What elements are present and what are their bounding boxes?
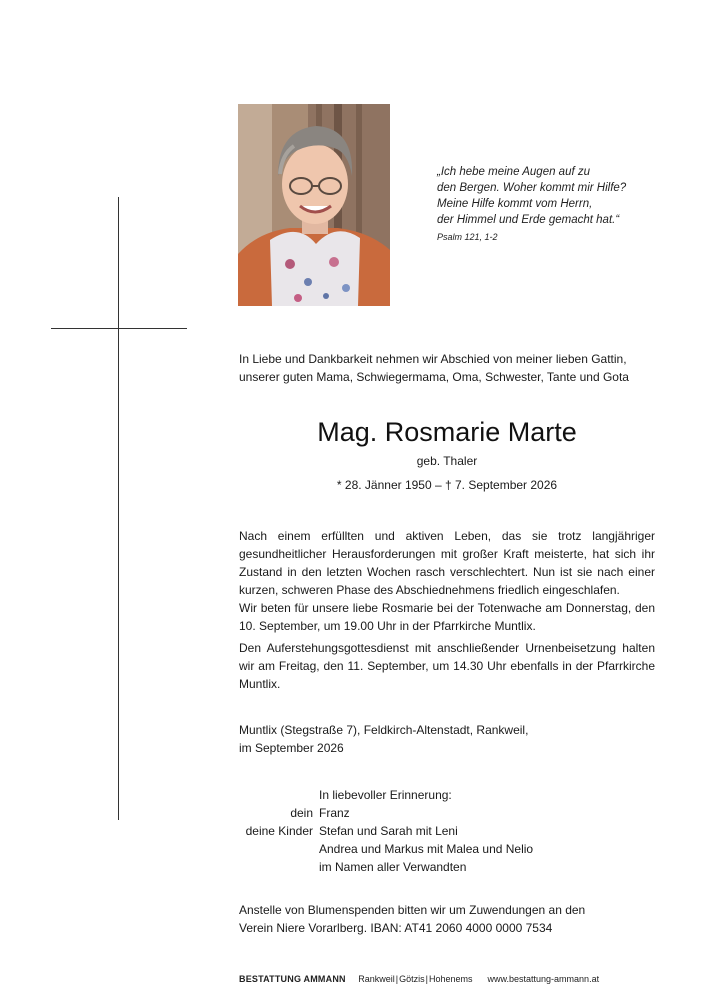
donation-line: Verein Niere Vorarlberg. IBAN: AT41 2060 4000 0000 7534 xyxy=(239,921,553,935)
donation-notice xyxy=(239,901,655,937)
date-line: im September 2026 xyxy=(239,741,344,755)
cross-horizontal-line xyxy=(51,328,187,329)
footer xyxy=(239,973,599,985)
life-dates: * 28. Jänner 1950 – † 7. September 2026 xyxy=(336,478,558,492)
mourner-row xyxy=(239,840,533,858)
mourner-row xyxy=(239,822,533,840)
quote-reference: Psalm 121, 1-2 xyxy=(437,232,498,242)
mourners-list xyxy=(239,786,533,876)
mourner-relation xyxy=(239,858,319,876)
intro-text xyxy=(239,350,659,386)
footer-location: Hohenems xyxy=(428,974,473,984)
mourners-heading: In liebevoller Erinnerung: xyxy=(319,788,452,802)
footer-location: Götzis xyxy=(399,974,425,984)
donation-line: Anstelle von Blumenspenden bitten wir um Zuwendungen an den xyxy=(239,903,586,917)
place-and-date xyxy=(239,721,655,757)
deceased-name: Mag. Rosmarie Marte xyxy=(317,417,577,447)
cross-vertical-line xyxy=(118,197,119,820)
quote-line: der Himmel und Erde gemacht hat.“ xyxy=(437,214,620,226)
mourner-relation: dein xyxy=(290,806,313,820)
quote-line: Meine Hilfe kommt vom Herrn, xyxy=(437,198,593,210)
footer-separator: | xyxy=(425,974,428,984)
paragraph-vigil: Wir beten für unsere liebe Rosmarie bei der Totenwache am Donnerstag, den 10. September, um 19.00 Uhr in der Pfarrkirche Muntlix. xyxy=(239,601,655,633)
footer-website-link[interactable]: www.bestattung-ammann.at xyxy=(487,974,600,984)
paragraph-life: Nach einem erfüllten und aktiven Leben, das sie trotz langjähriger gesundheitlicher Herausforderungen mit großer Kraft meisterte, hat sich ihr Zustand in den letzten Wochen rasch verschlechtert. Nun ist sie nach einer kurzen, schweren Phase des Abschiednehmens friedlich eingeschlafen. xyxy=(239,529,655,597)
mourner-names: im Namen aller Verwandten xyxy=(319,860,467,874)
funeral-home-brand: BESTATTUNG AMMANN xyxy=(239,974,346,984)
birth-name: geb. Thaler xyxy=(416,454,478,468)
intro-line: unserer guten Mama, Schwiegermama, Oma, Schwester, Tante und Gota xyxy=(239,370,629,384)
bible-quote xyxy=(437,164,687,244)
mourner-names: Stefan und Sarah mit Leni xyxy=(319,824,458,838)
mourner-row xyxy=(239,858,533,876)
mourner-names: Andrea und Markus mit Malea und Nelio xyxy=(319,842,534,856)
quote-line: „Ich hebe meine Augen auf zu xyxy=(437,166,591,178)
quote-line: den Bergen. Woher kommt mir Hilfe? xyxy=(437,182,627,194)
place-line: Muntlix (Stegstraße 7), Feldkirch-Altenstadt, Rankweil, xyxy=(239,723,529,737)
intro-line: In Liebe und Dankbarkeit nehmen wir Abschied von meiner lieben Gattin, xyxy=(239,352,627,366)
mourner-relation: deine Kinder xyxy=(245,824,313,838)
mourner-names: Franz xyxy=(319,806,350,820)
portrait-photo xyxy=(238,104,390,306)
mourner-relation xyxy=(239,840,319,858)
footer-location: Rankweil xyxy=(358,974,395,984)
mourner-row xyxy=(239,804,533,822)
paragraph-service: Den Auferstehungsgottesdienst mit anschließender Urnenbeisetzung halten wir am Freitag, den 11. September, um 14.30 Uhr ebenfalls in der Pfarrkirche Muntlix. xyxy=(239,641,655,691)
footer-separator: | xyxy=(395,974,399,984)
